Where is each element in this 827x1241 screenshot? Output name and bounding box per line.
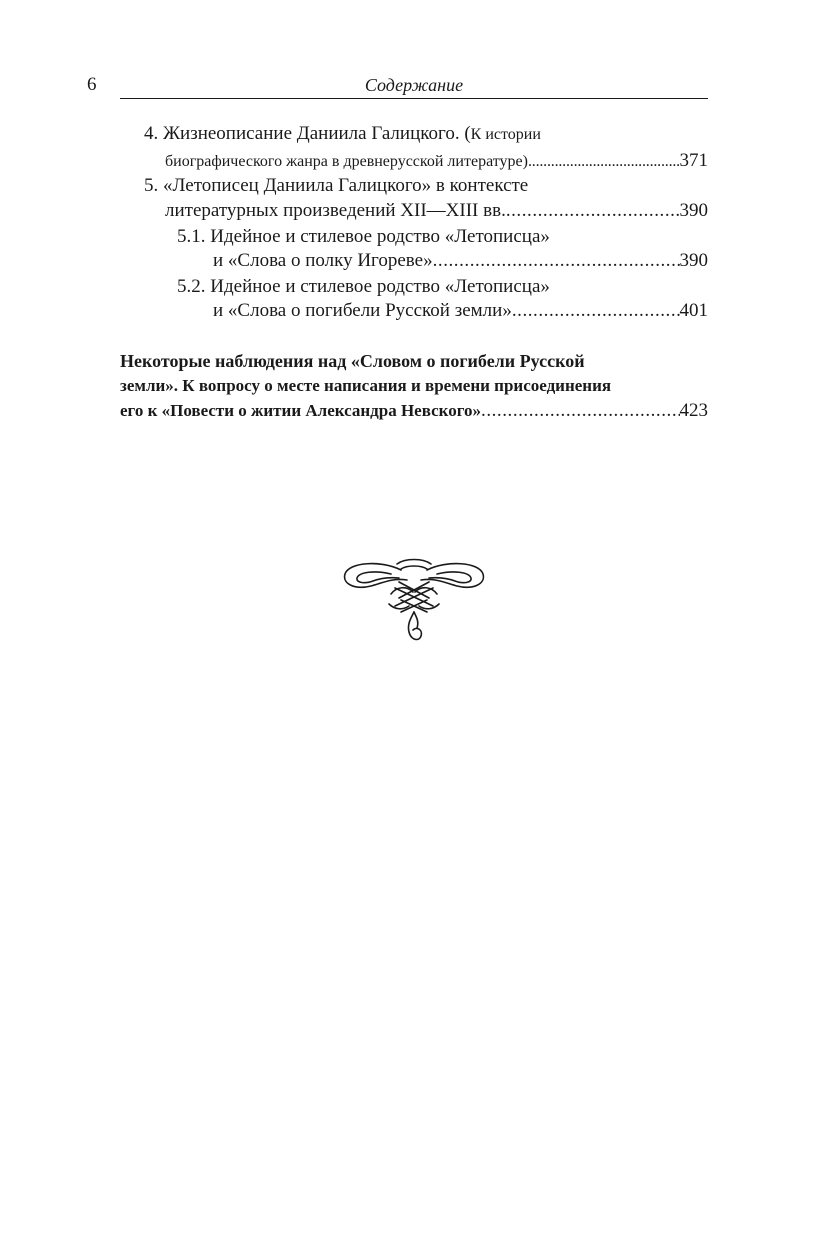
toc-entry-4-title-part1: 4. Жизнеописание Даниила Галицкого. ( — [144, 123, 471, 144]
toc-bold-entry-line2: земли». К вопросу о месте написания и времени присоединения — [120, 376, 612, 395]
page-number: 6 — [87, 74, 97, 95]
leader-dots — [528, 149, 680, 174]
toc-entry-4-page: 371 — [679, 150, 708, 171]
toc-entry-4-line2[interactable] — [165, 148, 708, 174]
toc-entry-5-title: 5. «Летописец Даниила Галицкого» в контексте — [144, 175, 529, 196]
leader-dots — [512, 298, 680, 324]
header-rule — [120, 98, 708, 99]
toc-entry-5-1-page: 390 — [679, 250, 708, 271]
toc-bold-entry-subtitle: его к «Повести о житии Александра Невского» — [120, 401, 482, 420]
leader-dots — [481, 398, 679, 424]
toc-entry-5-2-subtitle: и «Слова о погибели Русской земли» — [213, 300, 512, 321]
toc-entry-5-page: 390 — [679, 200, 708, 221]
toc-entry-5-1-line2[interactable] — [213, 248, 708, 274]
toc-entry-5-2-line2[interactable] — [213, 298, 708, 324]
toc-bold-entry-line3[interactable] — [120, 398, 708, 424]
toc-entry-5-1-subtitle: и «Слова о полку Игореве» — [213, 250, 433, 271]
toc-entry-5-1-title: 5.1. Идейное и стилевое родство «Летописца» — [177, 226, 550, 247]
toc-entry-5-subtitle: литературных произведений XII—XIII вв. — [165, 200, 506, 221]
running-head: Содержание — [364, 75, 464, 95]
toc-bold-entry-page: 423 — [679, 400, 708, 421]
toc-bold-entry-line1: Некоторые наблюдения над «Словом о погибели Русской — [120, 351, 585, 371]
toc-entry-4-title-part2: К истории — [470, 126, 541, 143]
toc-entry-5-line2[interactable] — [165, 198, 708, 224]
leader-dots — [506, 198, 680, 224]
leader-dots — [433, 248, 680, 274]
toc-entry-4-subtitle: биографического жанра в древнерусской литературе) — [165, 153, 528, 170]
ornament-flourish-icon — [341, 556, 487, 650]
toc-entry-4-title — [144, 121, 708, 147]
toc-entry-5-2-page: 401 — [679, 300, 708, 321]
toc-entry-5-2-title: 5.2. Идейное и стилевое родство «Летописца» — [177, 276, 550, 297]
